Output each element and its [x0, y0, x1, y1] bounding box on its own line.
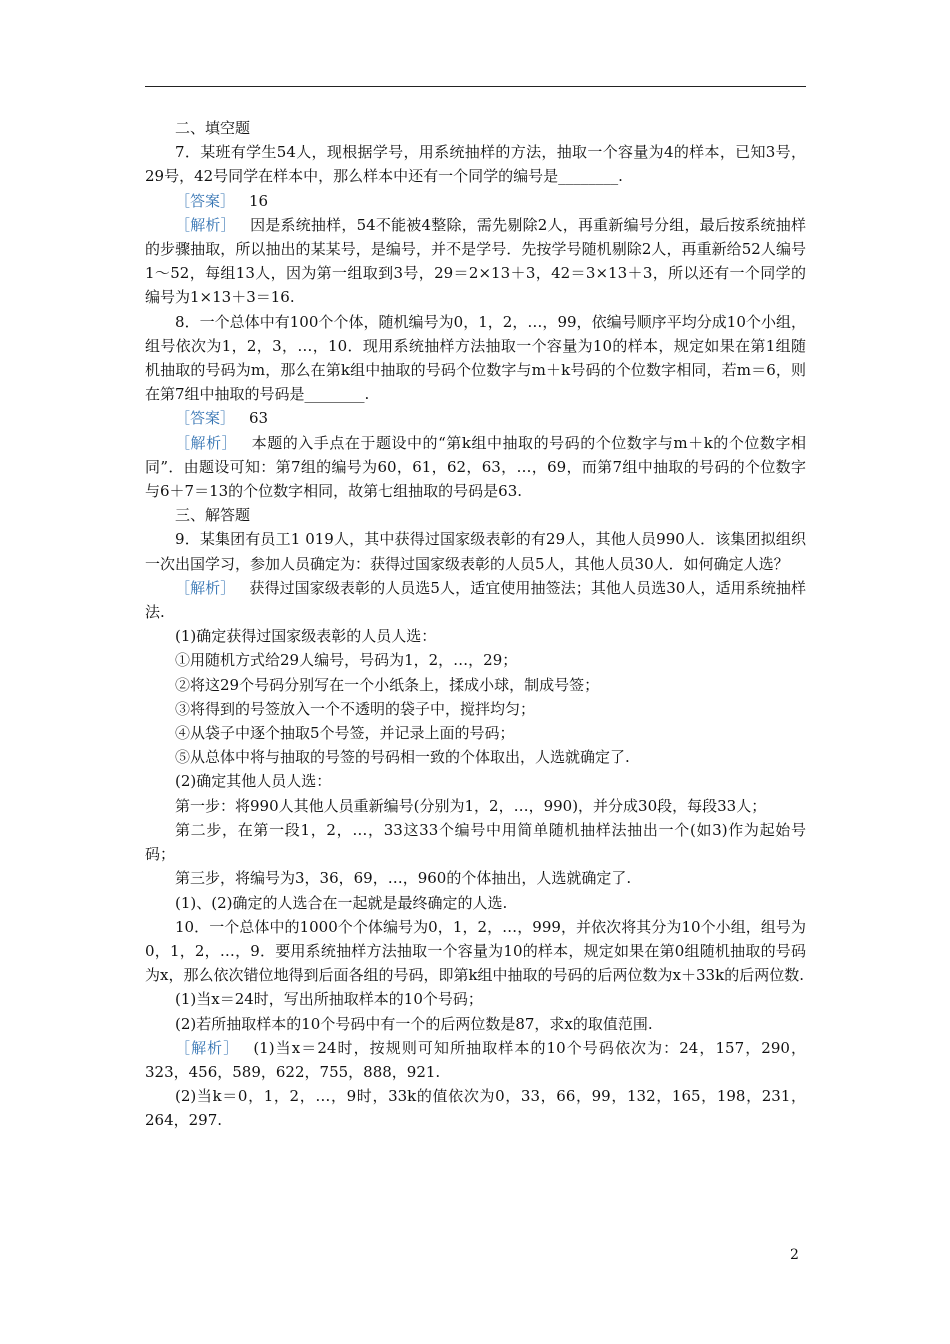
answer-tag: ［答案］: [175, 191, 236, 210]
step-line: [145, 891, 806, 915]
analysis-tag: ［解析］: [175, 578, 236, 597]
step-line: [145, 818, 806, 866]
step-line: [145, 794, 806, 818]
line-text: ②将这29个号码分别写在一个小纸条上，揉成小球，制成号签；: [175, 675, 600, 694]
line-text: 10．一个总体中的1000个个体编号为0，1，2，…，999，并依次将其分为10个小组，组号为0，1，2，…，9．要用系统抽样方法抽取一个容量为10的样本，规定如果在第0组随机抽取的号码为x，那么依次错位地得到后面各组的号码，即第k组中抽取的号码的后两位数为x＋33k的后两位数.: [145, 917, 806, 985]
line-text: 二、填空题: [175, 119, 251, 137]
analysis-9: [145, 576, 806, 624]
line-text: (2)确定其他人员人选：: [175, 772, 332, 791]
line-text: (1)、(2)确定的人选合在一起就是最终确定的人选.: [175, 893, 508, 912]
page-number: 2: [790, 1247, 799, 1263]
analysis-tag: ［解析］: [175, 1038, 240, 1057]
line-text: 三、解答题: [175, 506, 251, 525]
step-line: [145, 1084, 806, 1132]
section-heading-solve: [145, 503, 806, 527]
header-rule: [145, 86, 806, 87]
step-line: [145, 745, 806, 769]
step-line: [145, 624, 806, 648]
analysis-text: 因是系统抽样，54不能被4整除，需先剔除2人，再重新编号分组，最后按系统抽样的步骤抽取，所以抽出的某某号，是编号，并不是学号．先按学号随机剔除2人，再重新给52人编号1～52，每组13人，因为第一组取到3号，29＝2×13＋3，42＝3×13＋3，所以还有一个同学的编号为1×13＋3＝16.: [145, 215, 806, 307]
sub-question: [145, 1012, 806, 1036]
answer-text: 63: [249, 409, 269, 428]
step-line: [145, 673, 806, 697]
line-text: ①用随机方式给29人编号，号码为1，2，…，29；: [175, 651, 518, 670]
question-9: [145, 527, 806, 575]
step-line: [145, 721, 806, 745]
line-text: 8．一个总体中有100个个体，随机编号为0，1，2，…，99，依编号顺序平均分成10个小组，组号依次为1，2，3，…，10．现用系统抽样方法抽取一个容量为10的样本，规定如果在第1组随机抽取的号码为m，那么在第k组中抽取的号码个位数字与m＋k号码的个位数字相同，若m＝6，则在第7组中抽取的号码是________.: [145, 312, 806, 404]
document-body: [145, 116, 806, 1133]
analysis-text: 获得过国家级表彰的人员选5人，适宜使用抽签法；其他人员选30人，适用系统抽样法.: [145, 578, 806, 622]
step-line: [145, 866, 806, 890]
answer-7: [145, 189, 806, 213]
section-heading-fill-blank: [145, 116, 806, 140]
analysis-tag: ［解析］: [175, 215, 236, 234]
line-text: ③将得到的号签放入一个不透明的袋子中，搅拌均匀；: [175, 699, 536, 718]
line-text: ⑤从总体中将与抽取的号签的号码相一致的个体取出，人选就确定了.: [175, 748, 630, 767]
step-line: [145, 769, 806, 793]
step-line: [145, 648, 806, 672]
question-10: [145, 915, 806, 988]
line-text: (2)当k＝0，1，2，…，9时，33k的值依次为0，33，66，99，132，165，198，231，264，297.: [145, 1087, 806, 1130]
line-text: (1)当x＝24时，写出所抽取样本的10个号码；: [175, 990, 483, 1009]
analysis-8: [145, 431, 806, 504]
analysis-tag: ［解析］: [175, 433, 238, 452]
answer-8: [145, 406, 806, 430]
analysis-text: 本题的入手点在于题设中的“第k组中抽取的号码的个位数字与m＋k的个位数字相同”．由题设可知：第7组的编号为60，61，62，63，…，69，而第7组中抽取的号码的个位数字与6＋7＝13的个位数字相同，故第七组抽取的号码是63.: [145, 433, 806, 501]
line-text: 第三步，将编号为3，36，69，…，960的个体抽出，人选就确定了.: [175, 869, 632, 888]
sub-question: [145, 987, 806, 1011]
analysis-7: [145, 213, 806, 310]
line-text: 7．某班有学生54人，现根据学号，用系统抽样的方法，抽取一个容量为4的样本，已知3号，29号，42号同学在样本中，那么样本中还有一个同学的编号是________.: [145, 143, 806, 186]
question-7: [145, 140, 806, 188]
line-text: 第二步，在第一段1，2，…，33这33个编号中用简单随机抽样法抽出一个(如3)作为起始号码；: [145, 820, 806, 864]
line-text: 9．某集团有员工1 019人，其中获得过国家级表彰的有29人，其他人员990人．该集团拟组织一次出国学习，参加人员确定为：获得过国家级表彰的人员5人，其他人员30人．如何确定人选？: [145, 530, 806, 573]
line-text: (1)确定获得过国家级表彰的人员人选：: [175, 627, 437, 646]
answer-text: 16: [249, 191, 269, 210]
line-text: 第一步：将990人其他人员重新编号(分别为1，2，…，990)，并分成30段，每段33人；: [175, 796, 767, 815]
question-8: [145, 310, 806, 407]
answer-tag: ［答案］: [175, 409, 236, 428]
analysis-text: (1)当x＝24时，按规则可知所抽取样本的10个号码依次为：24，157，290，323，456，589，622，755，888，921.: [145, 1038, 806, 1081]
analysis-10: [145, 1036, 806, 1084]
step-line: [145, 697, 806, 721]
line-text: ④从袋子中逐个抽取5个号签，并记录上面的号码；: [175, 724, 515, 743]
line-text: (2)若所抽取样本的10个号码中有一个的后两位数是87，求x的取值范围.: [175, 1014, 653, 1033]
